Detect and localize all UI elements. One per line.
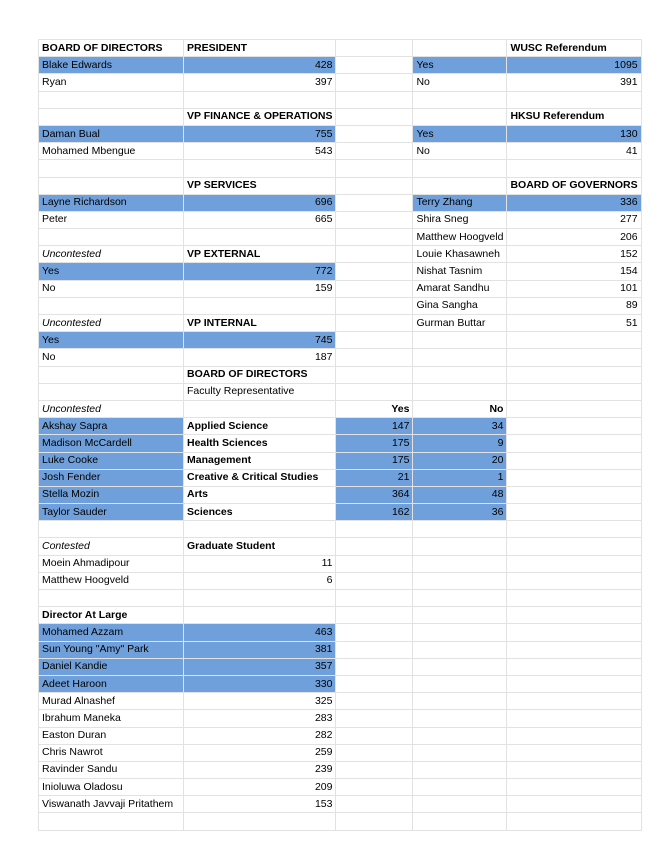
sheet-cell[interactable]: 175 [336, 452, 413, 469]
sheet-cell[interactable] [336, 761, 413, 778]
sheet-cell[interactable] [413, 779, 507, 796]
sheet-row [39, 727, 642, 744]
sheet-cell[interactable] [39, 108, 184, 125]
sheet-row [39, 263, 642, 280]
sheet-cell[interactable] [336, 177, 413, 194]
sheet-cell[interactable] [336, 796, 413, 813]
sheet-cell[interactable] [184, 521, 336, 538]
sheet-cell[interactable]: Arts [184, 486, 336, 503]
sheet-cell[interactable] [39, 521, 184, 538]
sheet-cell[interactable] [184, 297, 336, 314]
sheet-cell[interactable]: Health Sciences [184, 435, 336, 452]
sheet-cell[interactable]: VP FINANCE & OPERATIONS [184, 108, 336, 125]
sheet-cell[interactable] [413, 538, 507, 555]
sheet-cell[interactable]: 51 [507, 315, 641, 332]
sheet-cell[interactable] [336, 332, 413, 349]
sheet-cell[interactable] [507, 607, 641, 624]
sheet-cell[interactable] [413, 366, 507, 383]
sheet-row [39, 194, 642, 211]
sheet-cell[interactable] [507, 555, 641, 572]
sheet-cell[interactable]: 696 [184, 194, 336, 211]
sheet-cell[interactable] [336, 779, 413, 796]
sheet-cell[interactable] [39, 91, 184, 108]
sheet-row [39, 400, 642, 417]
sheet-cell[interactable]: No [413, 143, 507, 160]
sheet-cell[interactable]: 283 [184, 710, 336, 727]
sheet-cell[interactable] [413, 590, 507, 607]
sheet-cell[interactable]: Yes [413, 125, 507, 142]
sheet-cell[interactable] [184, 590, 336, 607]
sheet-row [39, 504, 642, 521]
sheet-cell[interactable] [507, 366, 641, 383]
sheet-row [39, 435, 642, 452]
sheet-cell[interactable] [507, 710, 641, 727]
sheet-cell[interactable]: 755 [184, 125, 336, 142]
sheet-cell[interactable]: 36 [413, 504, 507, 521]
sheet-cell[interactable]: Madison McCardell [39, 435, 184, 452]
sheet-cell[interactable]: 34 [413, 418, 507, 435]
sheet-cell[interactable]: BOARD OF DIRECTORS [184, 366, 336, 383]
sheet-cell[interactable]: 282 [184, 727, 336, 744]
sheet-cell[interactable] [336, 143, 413, 160]
sheet-cell[interactable] [507, 693, 641, 710]
sheet-cell[interactable] [336, 607, 413, 624]
sheet-cell[interactable]: Yes [39, 263, 184, 280]
sheet-cell[interactable] [507, 160, 641, 177]
sheet-cell[interactable]: 325 [184, 693, 336, 710]
sheet-cell[interactable] [184, 400, 336, 417]
sheet-cell[interactable] [507, 813, 641, 830]
sheet-cell[interactable]: Daniel Kandie [39, 658, 184, 675]
sheet-cell[interactable] [507, 675, 641, 692]
sheet-cell[interactable]: 6 [184, 572, 336, 589]
sheet-cell[interactable]: Daman Bual [39, 125, 184, 142]
sheet-row [39, 125, 642, 142]
sheet-cell[interactable]: Terry Zhang [413, 194, 507, 211]
sheet-cell[interactable]: 154 [507, 263, 641, 280]
sheet-cell[interactable] [336, 57, 413, 74]
sheet-cell[interactable]: 336 [507, 194, 641, 211]
sheet-cell[interactable] [413, 761, 507, 778]
sheet-row [39, 143, 642, 160]
sheet-row [39, 710, 642, 727]
sheet-cell[interactable] [413, 108, 507, 125]
sheet-cell[interactable]: 147 [336, 418, 413, 435]
sheet-cell[interactable]: WUSC Referendum [507, 40, 641, 57]
sheet-cell[interactable]: Creative & Critical Studies [184, 469, 336, 486]
sheet-cell[interactable]: Inioluwa Oladosu [39, 779, 184, 796]
sheet-cell[interactable]: Mohamed Mbengue [39, 143, 184, 160]
sheet-cell[interactable] [413, 521, 507, 538]
sheet-cell[interactable]: Stella Mozin [39, 486, 184, 503]
sheet-body [39, 40, 642, 831]
sheet-cell[interactable]: Ibrahum Maneka [39, 710, 184, 727]
sheet-cell[interactable]: 187 [184, 349, 336, 366]
sheet-row [39, 486, 642, 503]
sheet-cell[interactable] [413, 658, 507, 675]
sheet-cell[interactable] [184, 160, 336, 177]
sheet-cell[interactable] [507, 469, 641, 486]
sheet-row [39, 160, 642, 177]
sheet-cell[interactable] [413, 607, 507, 624]
sheet-cell[interactable] [413, 744, 507, 761]
sheet-cell[interactable] [336, 211, 413, 228]
sheet-row [39, 538, 642, 555]
sheet-cell[interactable]: 41 [507, 143, 641, 160]
sheet-cell[interactable] [184, 813, 336, 830]
sheet-cell[interactable]: Faculty Representative [184, 383, 336, 400]
sheet-cell[interactable]: 152 [507, 246, 641, 263]
sheet-cell[interactable]: 89 [507, 297, 641, 314]
sheet-cell[interactable] [507, 486, 641, 503]
sheet-cell[interactable] [507, 452, 641, 469]
sheet-cell[interactable]: Graduate Student [184, 538, 336, 555]
sheet-cell[interactable]: Director At Large [39, 607, 184, 624]
sheet-cell[interactable] [413, 641, 507, 658]
sheet-cell[interactable] [507, 658, 641, 675]
sheet-row [39, 641, 642, 658]
sheet-cell[interactable]: VP SERVICES [184, 177, 336, 194]
sheet-cell[interactable] [336, 366, 413, 383]
sheet-cell[interactable] [336, 229, 413, 246]
sheet-cell[interactable]: Luke Cooke [39, 452, 184, 469]
sheet-cell[interactable] [336, 744, 413, 761]
sheet-cell[interactable] [413, 349, 507, 366]
sheet-cell[interactable]: 159 [184, 280, 336, 297]
sheet-cell[interactable]: Sciences [184, 504, 336, 521]
sheet-cell[interactable]: Yes [39, 332, 184, 349]
sheet-row [39, 658, 642, 675]
sheet-cell[interactable] [507, 504, 641, 521]
sheet-row [39, 177, 642, 194]
sheet-cell[interactable] [184, 91, 336, 108]
sheet-cell[interactable]: BOARD OF GOVERNORS [507, 177, 641, 194]
sheet-cell[interactable] [336, 710, 413, 727]
sheet-row [39, 211, 642, 228]
sheet-cell[interactable] [336, 641, 413, 658]
sheet-cell[interactable]: Matthew Hoogveld [413, 229, 507, 246]
sheet-row [39, 366, 642, 383]
sheet-cell[interactable] [507, 400, 641, 417]
sheet-cell[interactable]: 397 [184, 74, 336, 91]
sheet-cell[interactable]: Uncontested [39, 400, 184, 417]
sheet-row [39, 624, 642, 641]
sheet-row [39, 590, 642, 607]
sheet-cell[interactable]: Mohamed Azzam [39, 624, 184, 641]
sheet-cell[interactable]: Ryan [39, 74, 184, 91]
sheet-cell[interactable]: No [39, 349, 184, 366]
sheet-cell[interactable]: Peter [39, 211, 184, 228]
sheet-cell[interactable]: 175 [336, 435, 413, 452]
sheet-cell[interactable] [413, 177, 507, 194]
sheet-cell[interactable]: VP INTERNAL [184, 315, 336, 332]
sheet-cell[interactable] [507, 538, 641, 555]
sheet-cell[interactable] [39, 366, 184, 383]
sheet-cell[interactable] [507, 744, 641, 761]
sheet-cell[interactable]: Yes [413, 57, 507, 74]
sheet-row [39, 74, 642, 91]
sheet-cell[interactable] [336, 624, 413, 641]
sheet-cell[interactable] [336, 91, 413, 108]
sheet-cell[interactable]: Matthew Hoogveld [39, 572, 184, 589]
sheet-cell[interactable]: HKSU Referendum [507, 108, 641, 125]
sheet-cell[interactable]: No [39, 280, 184, 297]
sheet-cell[interactable] [39, 590, 184, 607]
sheet-cell[interactable] [336, 349, 413, 366]
sheet-row [39, 744, 642, 761]
sheet-row [39, 693, 642, 710]
sheet-cell[interactable]: 130 [507, 125, 641, 142]
sheet-cell[interactable]: Taylor Sauder [39, 504, 184, 521]
sheet-cell[interactable] [336, 555, 413, 572]
sheet-row [39, 246, 642, 263]
sheet-row [39, 779, 642, 796]
sheet-cell[interactable]: 162 [336, 504, 413, 521]
sheet-cell[interactable] [184, 607, 336, 624]
sheet-cell[interactable]: Easton Duran [39, 727, 184, 744]
sheet-cell[interactable]: 463 [184, 624, 336, 641]
sheet-cell[interactable]: PRESIDENT [184, 40, 336, 57]
sheet-cell[interactable]: 239 [184, 761, 336, 778]
sheet-cell[interactable]: Ravinder Sandu [39, 761, 184, 778]
sheet-cell[interactable] [507, 624, 641, 641]
sheet-cell[interactable]: No [413, 74, 507, 91]
sheet-cell[interactable] [413, 727, 507, 744]
sheet-cell[interactable]: Viswanath Javvaji Pritathem [39, 796, 184, 813]
sheet-cell[interactable]: 665 [184, 211, 336, 228]
sheet-cell[interactable]: 543 [184, 143, 336, 160]
sheet-row [39, 57, 642, 74]
sheet-cell[interactable]: Josh Fender [39, 469, 184, 486]
sheet-cell[interactable]: Management [184, 452, 336, 469]
sheet-cell[interactable]: Gina Sangha [413, 297, 507, 314]
sheet-cell[interactable]: 357 [184, 658, 336, 675]
sheet-cell[interactable] [507, 590, 641, 607]
sheet-cell[interactable]: 206 [507, 229, 641, 246]
sheet-row [39, 418, 642, 435]
sheet-cell[interactable]: Chris Nawrot [39, 744, 184, 761]
sheet-cell[interactable] [336, 263, 413, 280]
sheet-row [39, 229, 642, 246]
sheet-cell[interactable] [413, 624, 507, 641]
sheet-cell[interactable] [39, 813, 184, 830]
sheet-row [39, 761, 642, 778]
sheet-cell[interactable]: 745 [184, 332, 336, 349]
sheet-cell[interactable] [39, 229, 184, 246]
sheet-cell[interactable] [336, 160, 413, 177]
sheet-cell[interactable]: Moein Ahmadipour [39, 555, 184, 572]
sheet-cell[interactable] [336, 108, 413, 125]
sheet-cell[interactable] [336, 280, 413, 297]
sheet-cell[interactable]: 20 [413, 452, 507, 469]
sheet-row [39, 91, 642, 108]
sheet-cell[interactable] [507, 435, 641, 452]
sheet-cell[interactable]: Sun Young "Amy" Park [39, 641, 184, 658]
sheet-cell[interactable]: 772 [184, 263, 336, 280]
sheet-cell[interactable] [336, 297, 413, 314]
sheet-cell[interactable] [336, 572, 413, 589]
sheet-row [39, 572, 642, 589]
sheet-cell[interactable]: No [413, 400, 507, 417]
sheet-cell[interactable] [507, 383, 641, 400]
sheet-cell[interactable] [39, 177, 184, 194]
sheet-cell[interactable] [507, 349, 641, 366]
sheet-row [39, 349, 642, 366]
sheet-row [39, 452, 642, 469]
sheet-cell[interactable]: Murad Alnashef [39, 693, 184, 710]
sheet-row [39, 796, 642, 813]
election-results-sheet [38, 39, 642, 831]
sheet-cell[interactable] [413, 796, 507, 813]
sheet-cell[interactable]: 381 [184, 641, 336, 658]
sheet-row [39, 40, 642, 57]
sheet-cell[interactable]: 21 [336, 469, 413, 486]
sheet-cell[interactable]: 391 [507, 74, 641, 91]
sheet-row [39, 315, 642, 332]
sheet-cell[interactable] [336, 590, 413, 607]
sheet-cell[interactable] [507, 572, 641, 589]
sheet-cell[interactable] [336, 675, 413, 692]
sheet-cell[interactable] [507, 418, 641, 435]
sheet-row [39, 469, 642, 486]
sheet-cell[interactable] [413, 693, 507, 710]
sheet-row [39, 280, 642, 297]
sheet-cell[interactable]: VP EXTERNAL [184, 246, 336, 263]
sheet-cell[interactable] [336, 125, 413, 142]
sheet-row [39, 383, 642, 400]
sheet-cell[interactable]: Adeet Haroon [39, 675, 184, 692]
sheet-cell[interactable]: Louie Khasawneh [413, 246, 507, 263]
sheet-cell[interactable] [507, 332, 641, 349]
sheet-cell[interactable] [336, 693, 413, 710]
sheet-cell[interactable] [336, 658, 413, 675]
sheet-cell[interactable] [39, 383, 184, 400]
sheet-cell[interactable] [336, 74, 413, 91]
sheet-cell[interactable]: Gurman Buttar [413, 315, 507, 332]
sheet-cell[interactable]: Uncontested [39, 315, 184, 332]
sheet-cell[interactable]: 1095 [507, 57, 641, 74]
sheet-cell[interactable] [507, 521, 641, 538]
sheet-cell[interactable] [336, 40, 413, 57]
sheet-cell[interactable]: 277 [507, 211, 641, 228]
sheet-cell[interactable] [413, 332, 507, 349]
sheet-cell[interactable] [507, 641, 641, 658]
sheet-cell[interactable]: Yes [336, 400, 413, 417]
sheet-cell[interactable] [336, 727, 413, 744]
sheet-cell[interactable]: Akshay Sapra [39, 418, 184, 435]
sheet-cell[interactable] [507, 796, 641, 813]
sheet-cell[interactable]: 428 [184, 57, 336, 74]
sheet-row [39, 332, 642, 349]
sheet-cell[interactable] [336, 538, 413, 555]
sheet-cell[interactable] [336, 521, 413, 538]
sheet-cell[interactable] [413, 710, 507, 727]
sheet-cell[interactable] [507, 779, 641, 796]
sheet-cell[interactable]: Layne Richardson [39, 194, 184, 211]
sheet-cell[interactable]: 259 [184, 744, 336, 761]
sheet-cell[interactable]: Uncontested [39, 246, 184, 263]
sheet-cell[interactable] [413, 91, 507, 108]
sheet-cell[interactable] [507, 761, 641, 778]
sheet-row [39, 555, 642, 572]
sheet-cell[interactable]: BOARD OF DIRECTORS [39, 40, 184, 57]
sheet-cell[interactable] [413, 813, 507, 830]
sheet-cell[interactable] [39, 297, 184, 314]
sheet-row [39, 675, 642, 692]
sheet-cell[interactable]: 330 [184, 675, 336, 692]
sheet-cell[interactable]: 1 [413, 469, 507, 486]
sheet-cell[interactable]: 9 [413, 435, 507, 452]
sheet-cell[interactable] [413, 40, 507, 57]
sheet-cell[interactable]: Blake Edwards [39, 57, 184, 74]
sheet-row [39, 521, 642, 538]
sheet-cell[interactable]: Nishat Tasnim [413, 263, 507, 280]
sheet-cell[interactable]: 209 [184, 779, 336, 796]
sheet-cell[interactable]: Contested [39, 538, 184, 555]
sheet-cell[interactable] [413, 555, 507, 572]
sheet-cell[interactable]: Amarat Sandhu [413, 280, 507, 297]
sheet-cell[interactable] [336, 813, 413, 830]
sheet-cell[interactable]: 101 [507, 280, 641, 297]
sheet-cell[interactable]: 11 [184, 555, 336, 572]
sheet-row [39, 297, 642, 314]
sheet-row [39, 607, 642, 624]
sheet-cell[interactable] [336, 383, 413, 400]
sheet-cell[interactable] [336, 315, 413, 332]
sheet-cell[interactable]: 153 [184, 796, 336, 813]
sheet-cell[interactable] [184, 229, 336, 246]
sheet-cell[interactable] [413, 572, 507, 589]
sheet-cell[interactable]: 48 [413, 486, 507, 503]
sheet-cell[interactable] [413, 675, 507, 692]
sheet-row [39, 108, 642, 125]
sheet-cell[interactable] [336, 246, 413, 263]
sheet-cell[interactable] [507, 91, 641, 108]
sheet-cell[interactable] [336, 194, 413, 211]
sheet-row [39, 813, 642, 830]
sheet-cell[interactable]: 364 [336, 486, 413, 503]
sheet-cell[interactable] [413, 160, 507, 177]
sheet-cell[interactable] [507, 727, 641, 744]
sheet-cell[interactable]: Applied Science [184, 418, 336, 435]
sheet-cell[interactable]: Shira Sneg [413, 211, 507, 228]
sheet-cell[interactable] [39, 160, 184, 177]
sheet-cell[interactable] [413, 383, 507, 400]
